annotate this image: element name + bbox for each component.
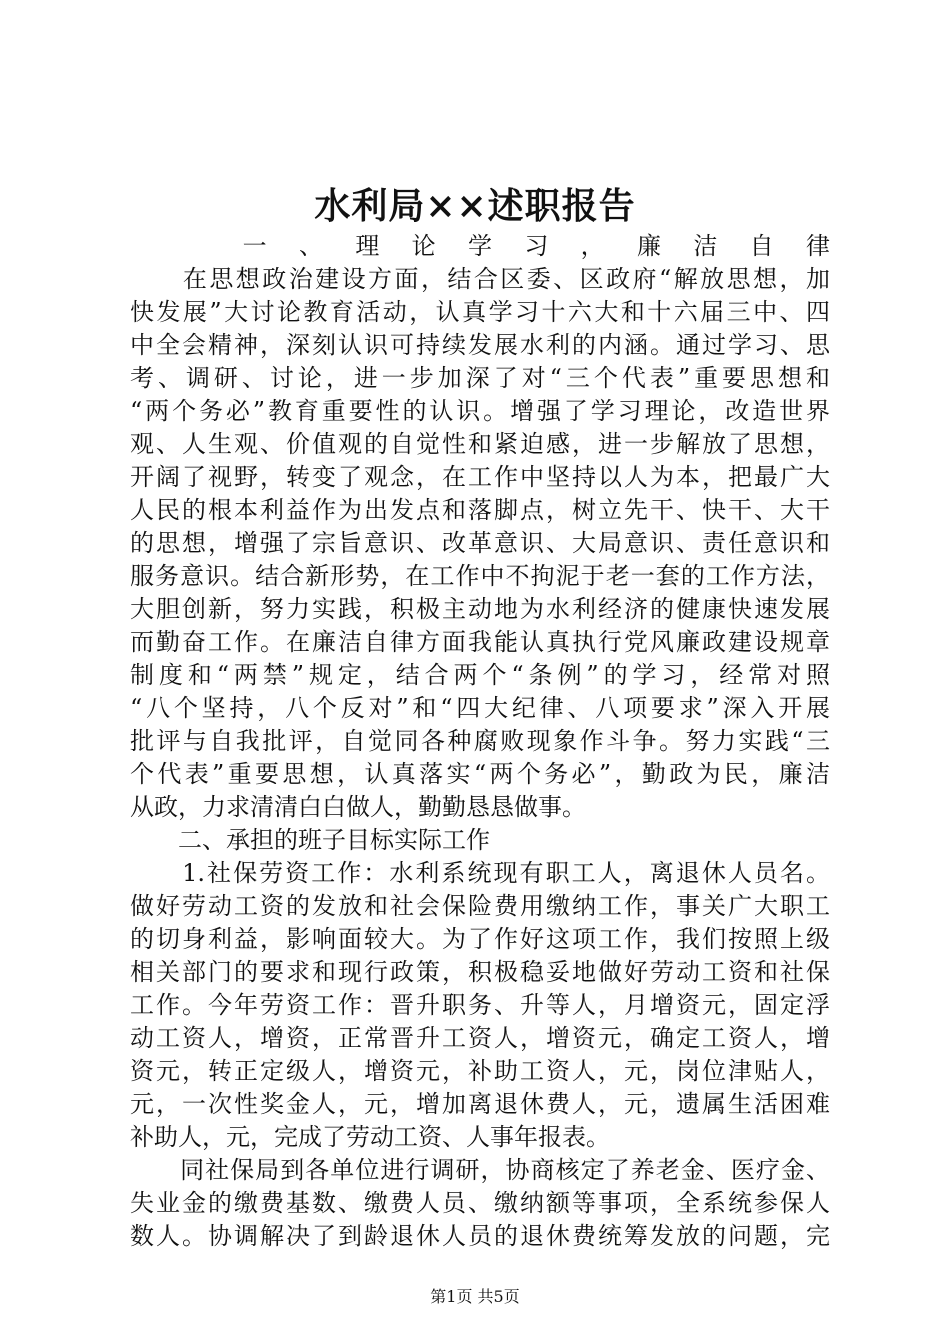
body-line: 人民的根本利益作为出发点和落脚点，树立先干、快干、大干 [130,496,830,524]
body-line: 快发展”大讨论教育活动，认真学习十六大和十六届三中、四 [130,298,830,326]
body-line: 制度和“两禁”规定，结合两个“条例”的学习，经常对照 [130,661,830,689]
page-footer: 第1页 共5页 [430,1287,520,1306]
body-line: 1.社保劳资工作：水利系统现有职工人，离退休人员名。 [130,859,830,887]
body-line: 相关部门的要求和现行政策，积极稳妥地做好劳动工资和社保 [130,958,830,986]
body-line: 的切身利益，影响面较大。为了作好这项工作，我们按照上级 [130,925,830,953]
body-line: “八个坚持，八个反对”和“四大纪律、八项要求”深入开展 [130,694,830,722]
section-heading-2: 二、承担的班子目标实际工作 [130,826,490,854]
body-line: 从政，力求清清白白做人，勤勤恳恳做事。 [130,793,586,821]
body-line: 观、人生观、价值观的自觉性和紧迫感，进一步解放了思想， [130,430,830,458]
body-line: 的思想，增强了宗旨意识、改革意识、大局意识、责任意识和 [130,529,830,557]
body-line: 考、调研、讨论，进一步加深了对“三个代表”重要思想和 [130,364,830,392]
body-line: “两个务必”教育重要性的认识。增强了学习理论，改造世界 [130,397,830,425]
body-line: 失业金的缴费基数、缴费人员、缴纳额等事项，全系统参保人 [130,1189,830,1217]
body-line: 数人。协调解决了到龄退休人员的退休费统筹发放的问题，完 [130,1222,830,1250]
body-line: 个代表”重要思想，认真落实“两个务必”，勤政为民，廉洁 [130,760,830,788]
body-line: 开阔了视野，转变了观念，在工作中坚持以人为本，把最广大 [130,463,830,491]
body-line: 元，一次性奖金人，元，增加离退休费人，元，遗属生活困难 [130,1090,830,1118]
body-line: 资元，转正定级人，增资元，补助工资人，元，岗位津贴人， [130,1057,830,1085]
body-line: 工作。今年劳资工作：晋升职务、升等人，月增资元，固定浮 [130,991,830,1019]
body-line: 批评与自我批评，自觉同各种腐败现象作斗争。努力实践“三 [130,727,830,755]
section-heading-1: 一、理论学习，廉洁自律 [130,232,830,260]
body-line: 同社保局到各单位进行调研，协商核定了养老金、医疗金、 [130,1156,830,1184]
body-line: 大胆创新，努力实践，积极主动地为水利经济的健康快速发展 [130,595,830,623]
body-line: 在思想政治建设方面，结合区委、区政府“解放思想，加 [130,265,830,293]
body-line: 动工资人，增资，正常晋升工资人，增资元，确定工资人，增 [130,1024,830,1052]
body-line: 而勤奋工作。在廉洁自律方面我能认真执行党风廉政建设规章 [130,628,830,656]
document-title: 水利局××述职报告 [314,185,636,227]
body-line: 服务意识。结合新形势，在工作中不拘泥于老一套的工作方法， [130,562,830,590]
body-line: 做好劳动工资的发放和社会保险费用缴纳工作，事关广大职工 [130,892,830,920]
body-line: 补助人，元，完成了劳动工资、人事年报表。 [130,1123,610,1151]
body-line: 中全会精神，深刻认识可持续发展水利的内涵。通过学习、思 [130,331,830,359]
